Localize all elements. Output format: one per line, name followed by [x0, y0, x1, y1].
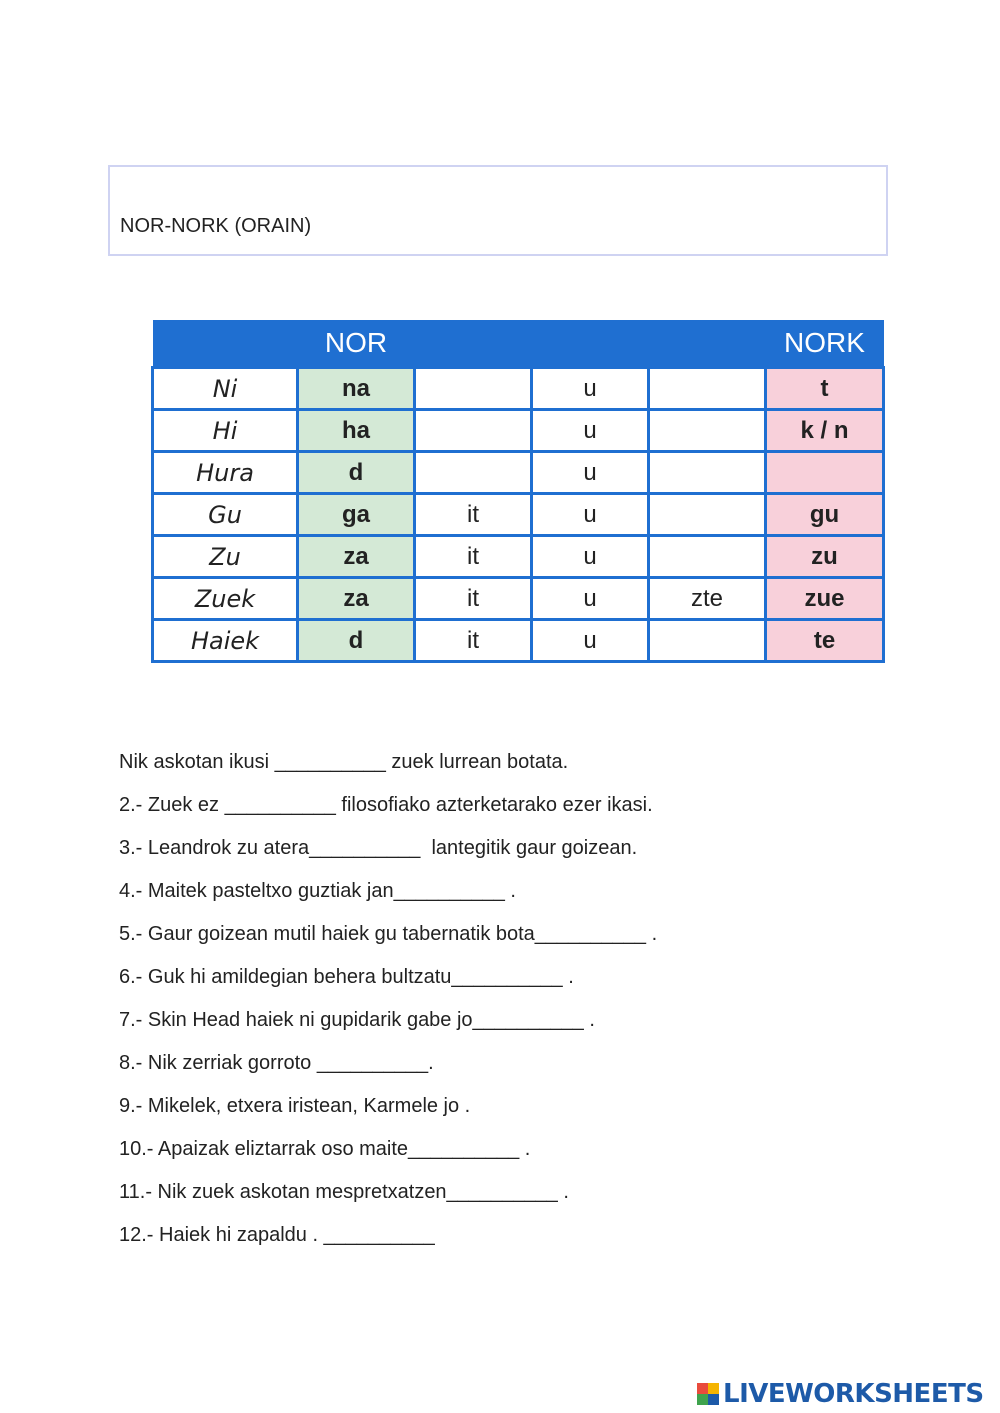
plural-suffix-cell	[649, 368, 766, 410]
root-cell: u	[532, 578, 649, 620]
plural-suffix-cell	[649, 410, 766, 452]
exercise-item: 12.- Haiek hi zapaldu . __________	[119, 1224, 435, 1246]
table-row	[153, 452, 884, 494]
logo-text: LIVEWORKSHEETS	[723, 1379, 984, 1409]
plural-cell: it	[415, 620, 532, 662]
plural-suffix-cell	[649, 620, 766, 662]
nork-cell: zu	[766, 536, 884, 578]
root-cell: u	[532, 368, 649, 410]
exercise-list	[119, 748, 879, 1264]
pronoun-cell: Gu	[153, 494, 298, 536]
exercise-item: 10.- Apaizak eliztarrak oso maite__________ .	[119, 1138, 531, 1160]
plural-suffix-cell	[649, 536, 766, 578]
table-row	[153, 578, 884, 620]
table-header-row	[153, 320, 884, 368]
exercise-item: 8.- Nik zerriak gorroto __________.	[119, 1052, 434, 1074]
root-cell: u	[532, 452, 649, 494]
nor-cell: za	[298, 578, 415, 620]
nork-cell: gu	[766, 494, 884, 536]
nor-cell: na	[298, 368, 415, 410]
nork-cell: t	[766, 368, 884, 410]
plural-suffix-cell: zte	[649, 578, 766, 620]
root-cell: u	[532, 536, 649, 578]
table-row	[153, 368, 884, 410]
exercise-item: Nik askotan ikusi __________ zuek lurrean botata.	[119, 751, 569, 773]
exercise-item: 5.- Gaur goizean mutil haiek gu tabernatik bota__________ .	[119, 923, 658, 945]
plural-cell	[415, 452, 532, 494]
logo-square	[708, 1383, 719, 1394]
plural-suffix-cell	[649, 494, 766, 536]
conjugation-table	[151, 320, 885, 663]
nork-cell	[766, 452, 884, 494]
pronoun-cell: Zuek	[153, 578, 298, 620]
table-row	[153, 494, 884, 536]
table-body	[153, 368, 884, 662]
plural-suffix-cell	[649, 452, 766, 494]
logo-square	[708, 1394, 719, 1405]
nork-cell: te	[766, 620, 884, 662]
pronoun-cell: Haiek	[153, 620, 298, 662]
root-cell: u	[532, 410, 649, 452]
nor-cell: ga	[298, 494, 415, 536]
logo-square	[697, 1383, 708, 1394]
nork-cell: k / n	[766, 410, 884, 452]
plural-cell	[415, 368, 532, 410]
plural-cell: it	[415, 578, 532, 620]
pronoun-cell: Zu	[153, 536, 298, 578]
nor-cell: d	[298, 452, 415, 494]
plural-cell	[415, 410, 532, 452]
nor-cell: za	[298, 536, 415, 578]
title-box	[108, 165, 888, 256]
exercise-item: 11.- Nik zuek askotan mespretxatzen__________ .	[119, 1181, 569, 1203]
exercise-item: 7.- Skin Head haiek ni gupidarik gabe jo__________ .	[119, 1009, 595, 1031]
nork-cell: zue	[766, 578, 884, 620]
exercise-item: 6.- Guk hi amildegian behera bultzatu__________ .	[119, 966, 574, 988]
header-nork: NORK	[766, 320, 884, 368]
nor-cell: d	[298, 620, 415, 662]
plural-cell: it	[415, 494, 532, 536]
pronoun-cell: Hi	[153, 410, 298, 452]
table-row	[153, 410, 884, 452]
plural-cell: it	[415, 536, 532, 578]
root-cell: u	[532, 494, 649, 536]
logo-square	[697, 1394, 708, 1405]
liveworksheets-logo	[697, 1377, 984, 1411]
liveworksheets-logo-icon	[697, 1383, 719, 1405]
exercise-item: 3.- Leandrok zu atera__________ lantegitik gaur goizean.	[119, 837, 638, 859]
pronoun-cell: Hura	[153, 452, 298, 494]
exercise-item: 2.- Zuek ez __________ filosofiako azterketarako ezer ikasi.	[119, 794, 653, 816]
exercise-item: 4.- Maitek pasteltxo guztiak jan__________ .	[119, 880, 516, 902]
page-title: NOR-NORK (ORAIN)	[120, 215, 312, 237]
header-nor: NOR	[298, 320, 415, 368]
nor-cell: ha	[298, 410, 415, 452]
table-row	[153, 536, 884, 578]
exercise-item: 9.- Mikelek, etxera iristean, Karmele jo .	[119, 1095, 471, 1117]
table-row	[153, 620, 884, 662]
root-cell: u	[532, 620, 649, 662]
pronoun-cell: Ni	[153, 368, 298, 410]
